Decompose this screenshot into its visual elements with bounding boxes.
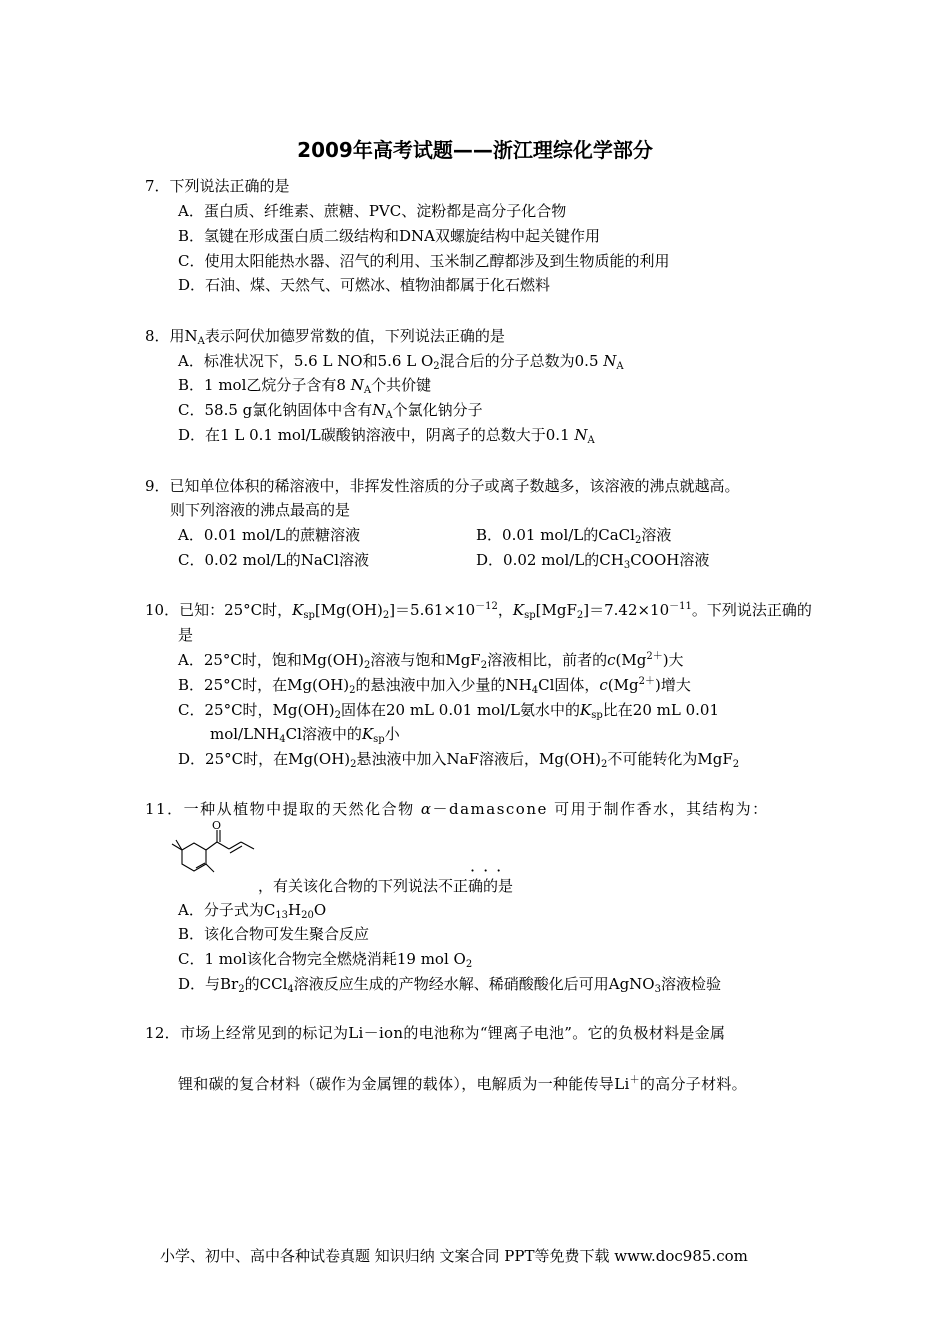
q7-option-d: D．石油、煤、天然气、可燃冰、植物油都属于化石燃料 — [178, 276, 551, 294]
footer-text: 小学、初中、高中各种试卷真题 知识归纳 文案合同 PPT等免费下载 www.doc985.com — [160, 1247, 748, 1265]
q9-option-a: A．0.01 mol/L的蔗糖溶液 — [178, 526, 361, 544]
q10-option-c-line1: C．25°C时，$Mg(OH)_2$固体在20 mL 0.01 mol/L氨水中的$K_{sp}$比在20 mL 0.01 — [178, 701, 719, 721]
q11-option-d: D．与$Br_2$的CCl$_4$溶液反应生成的产物经水解、稀硝酸酸化后可用AgNO$_3$溶液检验 — [178, 975, 721, 995]
q10-option-c-line2: mol/$LNH_4Cl$溶液中的$K_{sp}$小 — [210, 725, 400, 745]
q12-line1: 12．市场上经常见到的标记为Li－ion的电池称为“锂离子电池”。它的负极材料是金属 — [145, 1024, 726, 1042]
q10-option-a: A．25°C时，饱和$Mg(OH)_2$溶液与饱和MgF$_2$溶液相比，前者的$c(Mg^{2+})$大 — [178, 651, 684, 671]
q7-stem: 7．下列说法正确的是 — [145, 177, 290, 195]
q11-stem-line1: 11．一种从植物中提取的天然化合物 α－damascone 可用于制作香水，其结构为： — [145, 800, 769, 818]
q7-option-b: B．氢键在形成蛋白质二级结构和DNA双螺旋结构中起关键作用 — [178, 227, 601, 245]
q8-stem: 8．用$N_A$表示阿伏加德罗常数的值，下列说法正确的是 — [145, 327, 505, 347]
q9-option-b: B．0.01 mol/L的CaCl$_2$溶液 — [476, 526, 672, 546]
q7-option-a: A．蛋白质、纤维素、蔗糖、PVC、淀粉都是高分子化合物 — [178, 202, 567, 220]
q11-stem-line2: ，有关该化合物的下列说法不正确的是 — [258, 877, 514, 895]
q9-option-d: D．0.02 mol/L的$CH_3COOH$溶液 — [476, 551, 710, 571]
q10-stem-line1: 10．已知：25°C时，$K_{sp}[Mg(OH)_2]=5.61\times 10^{-12}$，$K_{sp}[MgF_2]=7.42\times 10^{-11}$。下列说法正确的 — [145, 601, 812, 621]
carbonyl-oxygen-label: O — [212, 820, 222, 832]
emphasis-dots: ··· — [470, 861, 510, 880]
q8-option-a: A．标准状况下，5.6 L NO和5.6 L $O_2$混合后的分子总数为0.5 $N_A$ — [178, 352, 624, 372]
q8-option-b: B．1 mol乙烷分子含有8 $N_A$个共价键 — [178, 376, 432, 396]
q9-stem-line2: 则下列溶液的沸点最高的是 — [170, 501, 351, 519]
q10-option-d: D．25°C时，在$Mg(OH)_2$悬浊液中加入NaF溶液后，$Mg(OH)_2$不可能转化为MgF$_2$ — [178, 750, 740, 770]
damascone-structure-diagram — [170, 820, 265, 890]
q9-option-c: C．0.02 mol/L的NaCl溶液 — [178, 551, 370, 569]
q11-option-a: A．分子式为$C_{13}H_{20}O$ — [178, 901, 327, 921]
q11-option-c: C．1 mol该化合物完全燃烧消耗19 mol $O_2$ — [178, 950, 473, 970]
q8-option-c: C．58.5 g氯化钠固体中含有$N_A$个氯化钠分子 — [178, 401, 483, 421]
q9-stem-line1: 9．已知单位体积的稀溶液中，非挥发性溶质的分子或离子数越多，该溶液的沸点就越高。 — [145, 477, 740, 495]
q8-option-d: D．在1 L 0.1 mol/L碳酸钠溶液中，阴离子的总数大于0.1 $N_A$ — [178, 426, 595, 446]
q11-option-b: B．该化合物可发生聚合反应 — [178, 925, 370, 943]
q10-stem-line2: 是 — [178, 626, 194, 644]
page-title: 2009年高考试题——浙江理综化学部分 — [297, 138, 653, 162]
q7-option-c: C．使用太阳能热水器、沼气的利用、玉米制乙醇都涉及到生物质能的利用 — [178, 252, 670, 270]
q12-line2: 锂和碳的复合材料（碳作为金属锂的载体），电解质为一种能传导Li＋的高分子材料。 — [178, 1075, 747, 1093]
q10-option-b: B．25°C时，在$Mg(OH)_2$的悬浊液中加入少量的$NH_4Cl$固体，$c(Mg^{2+})$增大 — [178, 676, 691, 696]
